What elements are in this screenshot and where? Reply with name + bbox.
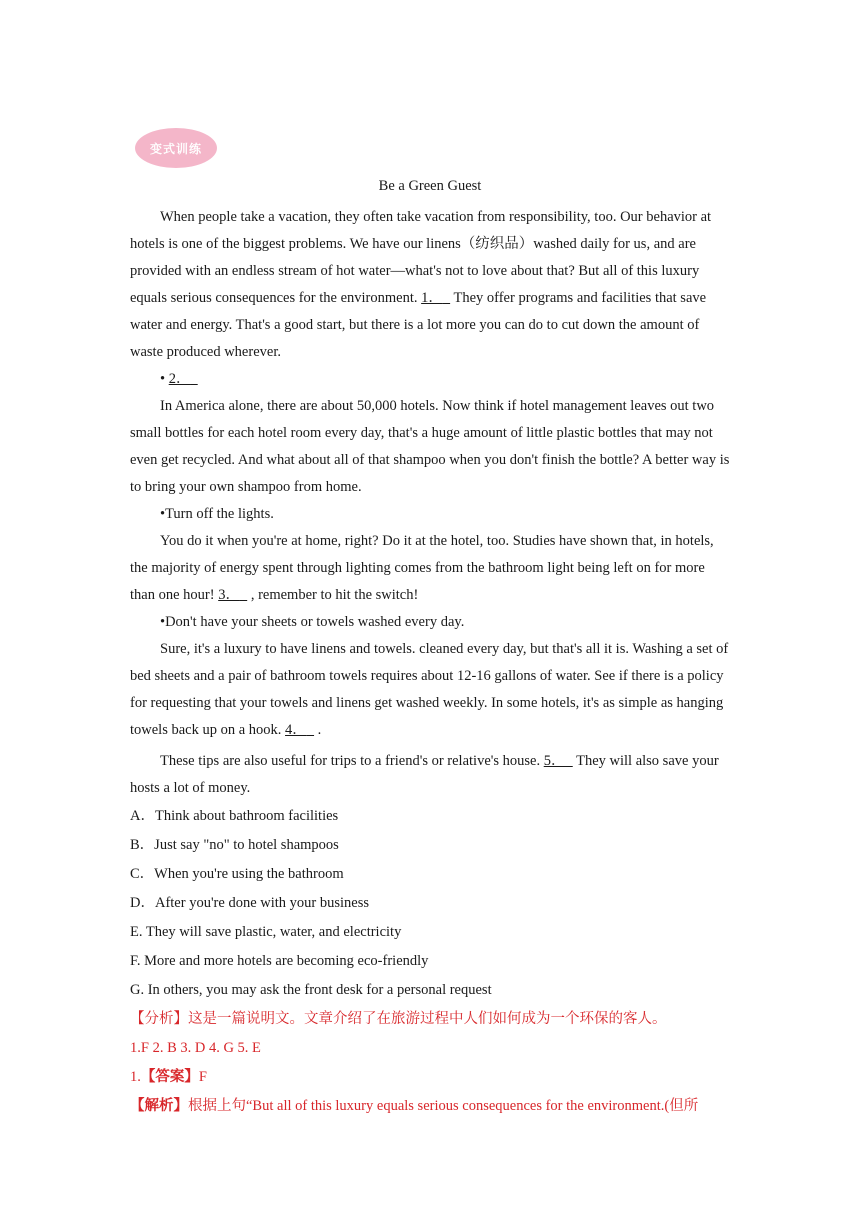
paragraph-1: When people take a vacation, they often take vacation from responsibility, too. Our behavior at hotels is one of the biggest problems. We have our linens（纺织品）washed daily for us, and are provided with an endless stream of hot water—what's not to love about that? But all of this luxury equals serious consequences for the environment. 1． They offer programs and facilities that save water and energy. That's a good start, but there is a lot more you can do to cut down the amount of waste produced wherever.	[130, 209, 712, 360]
option-d: D．After you're done with your business	[130, 895, 370, 911]
bullet-lights: •Turn off the lights.	[160, 506, 274, 522]
analysis-label: 【分析】	[130, 1011, 188, 1027]
passage-title: Be a Green Guest	[378, 178, 482, 194]
option-b: B．Just say "no" to hotel shampoos	[130, 837, 339, 853]
bullet-2: • 2．	[160, 371, 191, 387]
option-g: G. In others, you may ask the front desk for a personal request	[130, 982, 492, 998]
exercise-badge	[135, 128, 217, 168]
option-c: C．When you're using the bathroom	[130, 866, 344, 882]
blank-4: 4．	[285, 722, 307, 738]
blank-3: 3．	[218, 587, 240, 603]
paragraph-2: In America alone, there are about 50,000 hotels. Now think if hotel management leaves out two small bottles for each hotel room every day, that's a huge amount of little plastic bottles that may not even get recycled. And what about all of that shampoo when you don't finish the bottle? A better way is to bring your own shampoo from home.	[130, 398, 730, 495]
paragraph-3: You do it when you're at home, right? Do it at the hotel, too. Studies have shown that, in hotels, the majority of energy spent through lighting comes from the bathroom light being left on for more than one hour! 3． , remember to hit the switch!	[130, 533, 714, 603]
paragraph-4: Sure, it's a luxury to have linens and towels. cleaned every day, but that's all it is. Washing a set of bed sheets and a pair of bathroom towels requires about 12-16 gallons of water. See if there is a policy for requesting that your towels and linens get washed weekly. In some hotels, it's as simple as hanging towels back up on a hook. 4． .	[130, 641, 729, 738]
explanation-label: 【解析】	[130, 1098, 188, 1114]
passage-content	[130, 204, 730, 1121]
answers-summary: 1.F 2. B 3. D 4. G 5. E	[130, 1040, 261, 1056]
bullet-sheets: •Don't have your sheets or towels washed every day.	[160, 614, 465, 630]
paragraph-5: These tips are also useful for trips to a friend's or relative's house. 5． They will also save your hosts a lot of money.	[130, 753, 719, 796]
option-f: F. More and more hotels are becoming eco-friendly	[130, 953, 429, 969]
explanation-text: 根据上句“But all of this luxury equals serious consequences for the environment.(但所	[188, 1098, 699, 1114]
option-e: E. They will save plastic, water, and electricity	[130, 924, 402, 940]
analysis-text: 这是一篇说明文。文章介绍了在旅游过程中人们如何成为一个环保的客人。	[188, 1011, 667, 1027]
options-list	[130, 802, 730, 1005]
option-a: A．Think about bathroom facilities	[130, 808, 339, 824]
analysis	[130, 1005, 730, 1034]
badge-label: 变式训练	[149, 141, 202, 156]
blank-5: 5．	[543, 753, 566, 769]
explanation	[130, 1092, 730, 1121]
answer-1: 1.【答案】F	[130, 1069, 207, 1085]
blank-1: 1．	[421, 290, 443, 306]
blank-2: 2．	[168, 371, 191, 387]
